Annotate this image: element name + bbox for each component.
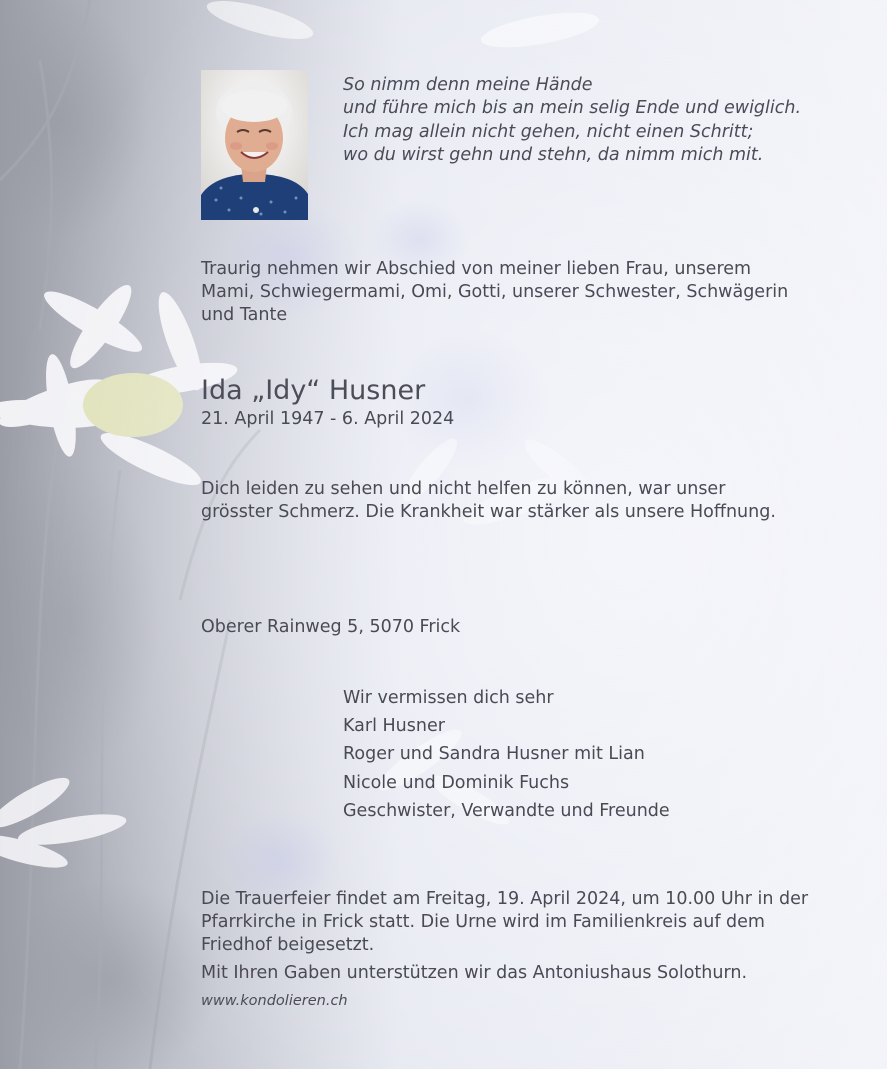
poem	[343, 74, 863, 167]
quote-line: Dich leiden zu sehen und nicht helfen zu können, war unser	[201, 479, 726, 499]
mourner-line: Roger und Sandra Husner mit Lian	[343, 744, 645, 765]
service-line: Pfarrkirche in Frick statt. Die Urne wird im Familienkreis auf dem	[201, 912, 765, 932]
intro-line: Traurig nehmen wir Abschied von meiner lieben Frau, unserem	[201, 259, 752, 279]
service-info	[201, 888, 861, 957]
mourner-line: Geschwister, Verwandte und Freunde	[343, 800, 670, 821]
quote-line: grösster Schmerz. Die Krankheit war stärker als unsere Hoffnung.	[201, 502, 776, 522]
portrait-photo	[201, 70, 308, 220]
farewell-intro	[201, 258, 851, 327]
poem-line: Ich mag allein nicht gehen, nicht einen Schritt;	[343, 121, 754, 142]
service-line: Friedhof beigesetzt.	[201, 935, 375, 955]
mourners-list	[343, 684, 823, 825]
service-line: Die Trauerfeier findet am Freitag, 19. April 2024, um 10.00 Uhr in der	[201, 889, 809, 909]
donation-note: Mit Ihren Gaben unterstützen wir das Antoniushaus Solothurn.	[201, 963, 748, 983]
mourner-line: Karl Husner	[343, 716, 445, 737]
intro-line: und Tante	[201, 305, 288, 325]
mourner-line: Nicole und Dominik Fuchs	[343, 772, 570, 793]
memorial-quote	[201, 478, 851, 524]
website-link[interactable]: www.kondolieren.ch	[201, 993, 348, 1009]
deceased-name: Ida „Idy“ Husner	[201, 375, 426, 406]
life-dates: 21. April 1947 - 6. April 2024	[201, 409, 455, 429]
poem-line: wo du wirst gehn und stehn, da nimm mich mit.	[343, 144, 764, 165]
family-address: Oberer Rainweg 5, 5070 Frick	[201, 617, 461, 637]
poem-line: und führe mich bis an mein selig Ende und ewiglich.	[343, 98, 802, 119]
mourner-line: Wir vermissen dich sehr	[343, 688, 554, 708]
poem-line: So nimm denn meine Hände	[343, 75, 593, 95]
intro-line: Mami, Schwiegermami, Omi, Gotti, unserer Schwester, Schwägerin	[201, 282, 789, 302]
